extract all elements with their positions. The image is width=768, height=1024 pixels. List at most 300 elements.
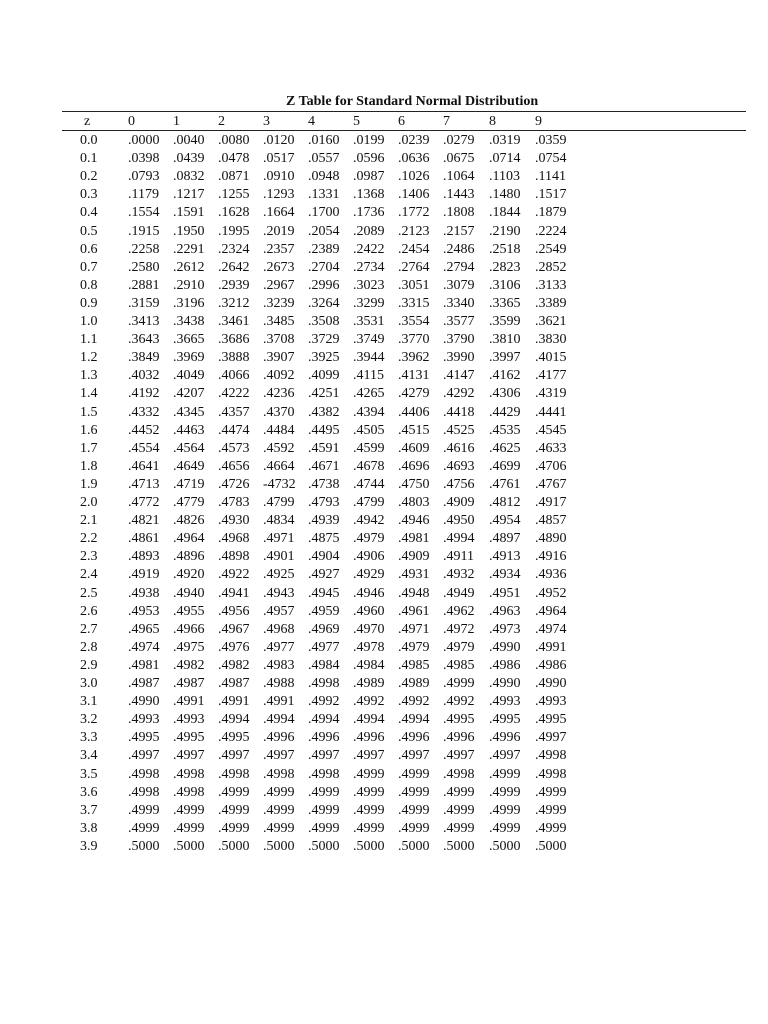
probability-cell: .4370 <box>263 404 295 420</box>
probability-cell: .4265 <box>353 386 385 402</box>
probability-cell: .4992 <box>398 694 430 710</box>
z-value-cell: 0.5 <box>80 223 98 239</box>
probability-cell: .3159 <box>128 295 160 311</box>
probability-cell: .4664 <box>263 458 295 474</box>
probability-cell: .4799 <box>353 495 385 510</box>
probability-cell: .4927 <box>308 567 340 583</box>
probability-cell: .3196 <box>173 295 205 311</box>
probability-cell: .4946 <box>398 513 430 529</box>
probability-cell: .3888 <box>218 350 250 366</box>
probability-cell: .2357 <box>263 241 295 257</box>
probability-cell: .4986 <box>535 657 567 673</box>
probability-cell: .4999 <box>218 802 250 818</box>
probability-cell: .4999 <box>218 820 250 836</box>
z-value-cell: 3.1 <box>80 694 98 710</box>
probability-cell: .4939 <box>308 513 340 529</box>
probability-cell: .4993 <box>173 712 205 728</box>
probability-cell: .4993 <box>489 694 521 710</box>
probability-cell: .4783 <box>218 495 250 510</box>
probability-cell: .4979 <box>398 639 430 655</box>
probability-cell: .3299 <box>353 295 385 311</box>
probability-cell: .4956 <box>218 603 250 619</box>
probability-cell: .4406 <box>398 404 430 420</box>
probability-cell: .4525 <box>443 422 475 438</box>
page-title: Z Table for Standard Normal Distribution <box>286 94 539 109</box>
table-header-row <box>0 113 768 130</box>
probability-cell: .4994 <box>353 712 385 728</box>
probability-cell: .1700 <box>308 205 340 221</box>
probability-cell: .4812 <box>489 495 521 510</box>
probability-cell: .4909 <box>443 495 475 510</box>
table-top-rule <box>62 111 746 112</box>
probability-cell: .4998 <box>308 676 340 691</box>
probability-cell: .1217 <box>173 187 205 203</box>
probability-cell: .1879 <box>535 205 567 221</box>
probability-cell: .4441 <box>535 404 567 420</box>
z-value-cell: 2.5 <box>80 585 98 601</box>
probability-cell: .4931 <box>398 567 430 583</box>
probability-cell: .4987 <box>128 676 160 691</box>
probability-cell: .4982 <box>173 657 205 673</box>
probability-cell: .4099 <box>308 368 340 384</box>
probability-cell: .4953 <box>128 603 160 619</box>
probability-cell: .4981 <box>398 531 430 547</box>
probability-cell: .4999 <box>308 784 340 800</box>
header-col-1: 1 <box>173 114 180 129</box>
probability-cell: .4999 <box>535 802 567 818</box>
probability-cell: .4345 <box>173 404 205 420</box>
probability-cell: .1293 <box>263 187 295 203</box>
z-value-cell: 0.0 <box>80 133 98 148</box>
probability-cell: .4999 <box>489 820 521 836</box>
z-value-cell: 2.2 <box>80 531 98 547</box>
probability-cell: .4995 <box>489 712 521 728</box>
probability-cell: .4983 <box>263 657 295 673</box>
probability-cell: .3438 <box>173 314 205 329</box>
probability-cell: .4922 <box>218 567 250 583</box>
probability-cell: .4319 <box>535 386 567 402</box>
probability-cell: .4779 <box>173 495 205 510</box>
probability-cell: .4995 <box>128 730 160 746</box>
probability-cell: .4992 <box>308 694 340 710</box>
probability-cell: .4207 <box>173 386 205 402</box>
probability-cell: .4997 <box>308 748 340 764</box>
probability-cell: .0398 <box>128 151 160 167</box>
probability-cell: .1255 <box>218 187 250 203</box>
probability-cell: .1064 <box>443 169 475 185</box>
probability-cell: .5000 <box>443 838 475 854</box>
probability-cell: .4984 <box>353 657 385 673</box>
probability-cell: .4115 <box>353 368 384 384</box>
probability-cell: .4896 <box>173 549 205 565</box>
z-value-cell: 3.4 <box>80 748 98 764</box>
probability-cell: .4999 <box>263 802 295 818</box>
probability-cell: .4999 <box>535 784 567 800</box>
probability-cell: .4998 <box>128 766 160 782</box>
probability-cell: .4999 <box>535 820 567 836</box>
probability-cell: .1664 <box>263 205 295 221</box>
z-value-cell: 0.9 <box>80 295 98 311</box>
probability-cell: .3770 <box>398 332 430 348</box>
z-value-cell: 1.2 <box>80 350 98 366</box>
probability-cell: .4357 <box>218 404 250 420</box>
probability-cell: .4965 <box>128 621 160 637</box>
header-col-9: 9 <box>535 114 542 129</box>
probability-cell: .3599 <box>489 314 521 329</box>
probability-cell: .0793 <box>128 169 160 185</box>
probability-cell: .3106 <box>489 277 521 293</box>
table-row <box>0 802 768 820</box>
probability-cell: .4564 <box>173 440 205 456</box>
probability-cell: .4999 <box>128 820 160 836</box>
probability-cell: .1554 <box>128 205 160 221</box>
probability-cell: .1808 <box>443 205 475 221</box>
probability-cell: .4981 <box>128 657 160 673</box>
probability-cell: .0439 <box>173 151 205 167</box>
probability-cell: .4995 <box>535 712 567 728</box>
probability-cell: .4970 <box>353 621 385 637</box>
probability-cell: .0636 <box>398 151 430 167</box>
probability-cell: .4996 <box>308 730 340 746</box>
probability-cell: .4332 <box>128 404 160 420</box>
probability-cell: .4999 <box>173 820 205 836</box>
probability-cell: .3729 <box>308 332 340 348</box>
probability-cell: .4591 <box>308 440 340 456</box>
probability-cell: .4995 <box>218 730 250 746</box>
probability-cell: .0319 <box>489 133 521 148</box>
probability-cell: .4955 <box>173 603 205 619</box>
probability-cell: .4989 <box>353 676 385 691</box>
probability-cell: .4699 <box>489 458 521 474</box>
z-value-cell: 3.3 <box>80 730 98 746</box>
probability-cell: .3023 <box>353 277 385 293</box>
probability-cell: .4251 <box>308 386 340 402</box>
probability-cell: .4793 <box>308 495 340 510</box>
z-value-cell: 1.9 <box>80 476 98 492</box>
probability-cell: .3508 <box>308 314 340 329</box>
probability-cell: .4906 <box>353 549 385 565</box>
probability-cell: .4236 <box>263 386 295 402</box>
z-value-cell: 1.4 <box>80 386 98 402</box>
probability-cell: .4678 <box>353 458 385 474</box>
probability-cell: .4693 <box>443 458 475 474</box>
probability-cell: .4719 <box>173 476 205 492</box>
probability-cell: .4696 <box>398 458 430 474</box>
probability-cell: .3389 <box>535 295 567 311</box>
z-value-cell: 1.8 <box>80 458 98 474</box>
probability-cell: .4977 <box>308 639 340 655</box>
z-value-cell: 3.9 <box>80 838 98 854</box>
probability-cell: .3830 <box>535 332 567 348</box>
table-row <box>0 385 768 403</box>
z-value-cell: 2.8 <box>80 639 98 655</box>
z-value-cell: 3.0 <box>80 676 98 691</box>
probability-cell: .4943 <box>263 585 295 601</box>
probability-cell: .4147 <box>443 368 475 384</box>
probability-cell: .4999 <box>128 802 160 818</box>
probability-cell: .3133 <box>535 277 567 293</box>
probability-cell: .4857 <box>535 513 567 529</box>
probability-cell: .1026 <box>398 169 430 185</box>
probability-cell: .5000 <box>173 838 205 854</box>
table-row <box>0 132 768 150</box>
probability-cell: .2157 <box>443 223 475 239</box>
table-row <box>0 747 768 765</box>
table-row <box>0 530 768 548</box>
probability-cell: .3990 <box>443 350 475 366</box>
probability-cell: .4997 <box>353 748 385 764</box>
probability-cell: .2996 <box>308 277 340 293</box>
probability-cell: .4474 <box>218 422 250 438</box>
probability-cell: .4049 <box>173 368 205 384</box>
probability-cell: .4998 <box>308 766 340 782</box>
probability-cell: .4999 <box>263 784 295 800</box>
probability-cell: .1103 <box>489 169 520 185</box>
probability-cell: .1443 <box>443 187 475 203</box>
probability-cell: .2794 <box>443 259 475 275</box>
probability-cell: .4949 <box>443 585 475 601</box>
z-value-cell: 2.7 <box>80 621 98 637</box>
probability-cell: .4890 <box>535 531 567 547</box>
probability-cell: .4992 <box>353 694 385 710</box>
table-row <box>0 729 768 747</box>
probability-cell: .3340 <box>443 295 475 311</box>
probability-cell: .4656 <box>218 458 250 474</box>
probability-cell: .4756 <box>443 476 475 492</box>
probability-cell: .4993 <box>128 712 160 728</box>
probability-cell: .4306 <box>489 386 521 402</box>
table-row <box>0 657 768 675</box>
probability-cell: .4971 <box>398 621 430 637</box>
z-value-cell: 2.1 <box>80 513 98 529</box>
header-col-5: 5 <box>353 114 360 129</box>
probability-cell: .4993 <box>535 694 567 710</box>
probability-cell: .4463 <box>173 422 205 438</box>
probability-cell: .4991 <box>218 694 250 710</box>
probability-cell: .4973 <box>489 621 521 637</box>
z-value-cell: 3.6 <box>80 784 98 800</box>
probability-cell: .2486 <box>443 241 475 257</box>
probability-cell: .4999 <box>443 676 475 691</box>
probability-cell: .0754 <box>535 151 567 167</box>
probability-cell: .4919 <box>128 567 160 583</box>
table-row <box>0 458 768 476</box>
header-col-4: 4 <box>308 114 315 129</box>
probability-cell: .4452 <box>128 422 160 438</box>
probability-cell: .4942 <box>353 513 385 529</box>
probability-cell: .3907 <box>263 350 295 366</box>
probability-cell: .0478 <box>218 151 250 167</box>
z-value-cell: 0.2 <box>80 169 98 185</box>
probability-cell: .4975 <box>173 639 205 655</box>
probability-cell: .4977 <box>263 639 295 655</box>
probability-cell: .4963 <box>489 603 521 619</box>
probability-cell: .3485 <box>263 314 295 329</box>
probability-cell: .4772 <box>128 495 160 510</box>
table-row <box>0 241 768 259</box>
probability-cell: .2612 <box>173 259 205 275</box>
probability-cell: .4948 <box>398 585 430 601</box>
probability-cell: .3849 <box>128 350 160 366</box>
table-row <box>0 548 768 566</box>
probability-cell: .0987 <box>353 169 385 185</box>
probability-cell: .4429 <box>489 404 521 420</box>
probability-cell: .4893 <box>128 549 160 565</box>
probability-cell: .4192 <box>128 386 160 402</box>
probability-cell: .2258 <box>128 241 160 257</box>
probability-cell: .0000 <box>128 133 160 148</box>
probability-cell: .4964 <box>173 531 205 547</box>
probability-cell: .4920 <box>173 567 205 583</box>
z-value-cell: 2.9 <box>80 657 98 673</box>
probability-cell: .4015 <box>535 350 567 366</box>
probability-cell: .1331 <box>308 187 340 203</box>
probability-cell: .4821 <box>128 513 160 529</box>
probability-cell: .4997 <box>173 748 205 764</box>
probability-cell: .1480 <box>489 187 521 203</box>
probability-cell: .2580 <box>128 259 160 275</box>
probability-cell: .4999 <box>443 784 475 800</box>
probability-cell: .0239 <box>398 133 430 148</box>
probability-cell: .4996 <box>263 730 295 746</box>
probability-cell: .2704 <box>308 259 340 275</box>
probability-cell: .4999 <box>353 766 385 782</box>
probability-cell: .4990 <box>535 676 567 691</box>
z-value-cell: 0.7 <box>80 259 98 275</box>
probability-cell: .4616 <box>443 440 475 456</box>
probability-cell: .4952 <box>535 585 567 601</box>
table-row <box>0 204 768 222</box>
table-row <box>0 150 768 168</box>
probability-cell: .4999 <box>218 784 250 800</box>
probability-cell: .3239 <box>263 295 295 311</box>
probability-cell: .5000 <box>489 838 521 854</box>
table-row <box>0 820 768 838</box>
probability-cell: .4997 <box>398 748 430 764</box>
header-col-0: 0 <box>128 114 135 129</box>
probability-cell: .4957 <box>263 603 295 619</box>
probability-cell: .4978 <box>353 639 385 655</box>
probability-cell: -4732 <box>263 476 296 492</box>
probability-cell: .4131 <box>398 368 430 384</box>
probability-cell: .3997 <box>489 350 521 366</box>
probability-cell: .4974 <box>535 621 567 637</box>
probability-cell: .3790 <box>443 332 475 348</box>
probability-cell: .1368 <box>353 187 385 203</box>
probability-cell: .4971 <box>263 531 295 547</box>
z-value-cell: 1.0 <box>80 314 98 329</box>
probability-cell: .3810 <box>489 332 521 348</box>
probability-cell: .2089 <box>353 223 385 239</box>
probability-cell: .4744 <box>353 476 385 492</box>
probability-cell: .3708 <box>263 332 295 348</box>
probability-cell: .3621 <box>535 314 567 329</box>
probability-cell: .3315 <box>398 295 430 311</box>
z-value-cell: 0.8 <box>80 277 98 293</box>
probability-cell: .4032 <box>128 368 160 384</box>
probability-cell: .4761 <box>489 476 521 492</box>
probability-cell: .4969 <box>308 621 340 637</box>
table-row <box>0 766 768 784</box>
probability-cell: .4998 <box>443 766 475 782</box>
probability-cell: .2939 <box>218 277 250 293</box>
probability-cell: .0279 <box>443 133 475 148</box>
probability-cell: .3749 <box>353 332 385 348</box>
probability-cell: .4960 <box>353 603 385 619</box>
z-value-cell: 2.3 <box>80 549 98 565</box>
probability-cell: .2673 <box>263 259 295 275</box>
probability-cell: .4999 <box>353 784 385 800</box>
probability-cell: .0871 <box>218 169 250 185</box>
probability-cell: .4962 <box>443 603 475 619</box>
probability-cell: .4999 <box>443 802 475 818</box>
probability-cell: .2123 <box>398 223 430 239</box>
probability-cell: .5000 <box>263 838 295 854</box>
probability-cell: .2454 <box>398 241 430 257</box>
probability-cell: .4162 <box>489 368 521 384</box>
z-value-cell: 0.4 <box>80 205 98 221</box>
probability-cell: .4985 <box>443 657 475 673</box>
table-header-rule <box>62 130 746 131</box>
probability-cell: .4913 <box>489 549 521 565</box>
probability-cell: .4999 <box>443 820 475 836</box>
table-row <box>0 476 768 494</box>
probability-cell: .3264 <box>308 295 340 311</box>
probability-cell: .4484 <box>263 422 295 438</box>
probability-cell: .4936 <box>535 567 567 583</box>
probability-cell: .4996 <box>398 730 430 746</box>
probability-cell: .4999 <box>353 802 385 818</box>
probability-cell: .4987 <box>218 676 250 691</box>
probability-cell: .4994 <box>263 712 295 728</box>
probability-cell: .4990 <box>489 639 521 655</box>
probability-cell: .4875 <box>308 531 340 547</box>
probability-cell: .4999 <box>398 802 430 818</box>
probability-cell: .0040 <box>173 133 205 148</box>
probability-cell: .4997 <box>443 748 475 764</box>
probability-cell: .3577 <box>443 314 475 329</box>
probability-cell: .4515 <box>398 422 430 438</box>
table-row <box>0 784 768 802</box>
probability-cell: .1736 <box>353 205 385 221</box>
probability-cell: .4998 <box>263 766 295 782</box>
probability-cell: .2734 <box>353 259 385 275</box>
header-col-3: 3 <box>263 114 270 129</box>
table-row <box>0 331 768 349</box>
probability-cell: .4961 <box>398 603 430 619</box>
probability-cell: .4767 <box>535 476 567 492</box>
probability-cell: .4750 <box>398 476 430 492</box>
probability-cell: .4966 <box>173 621 205 637</box>
probability-cell: .4861 <box>128 531 160 547</box>
probability-cell: .2764 <box>398 259 430 275</box>
probability-cell: .5000 <box>128 838 160 854</box>
z-value-cell: 2.0 <box>80 495 98 510</box>
probability-cell: .1628 <box>218 205 250 221</box>
table-row <box>0 838 768 856</box>
probability-cell: .4641 <box>128 458 160 474</box>
probability-cell: .4573 <box>218 440 250 456</box>
table-row <box>0 603 768 621</box>
probability-cell: .4989 <box>398 676 430 691</box>
probability-cell: .4649 <box>173 458 205 474</box>
probability-cell: .4897 <box>489 531 521 547</box>
probability-cell: .3051 <box>398 277 430 293</box>
probability-cell: .4633 <box>535 440 567 456</box>
probability-cell: .0199 <box>353 133 385 148</box>
probability-cell: .0910 <box>263 169 295 185</box>
probability-cell: .1844 <box>489 205 521 221</box>
